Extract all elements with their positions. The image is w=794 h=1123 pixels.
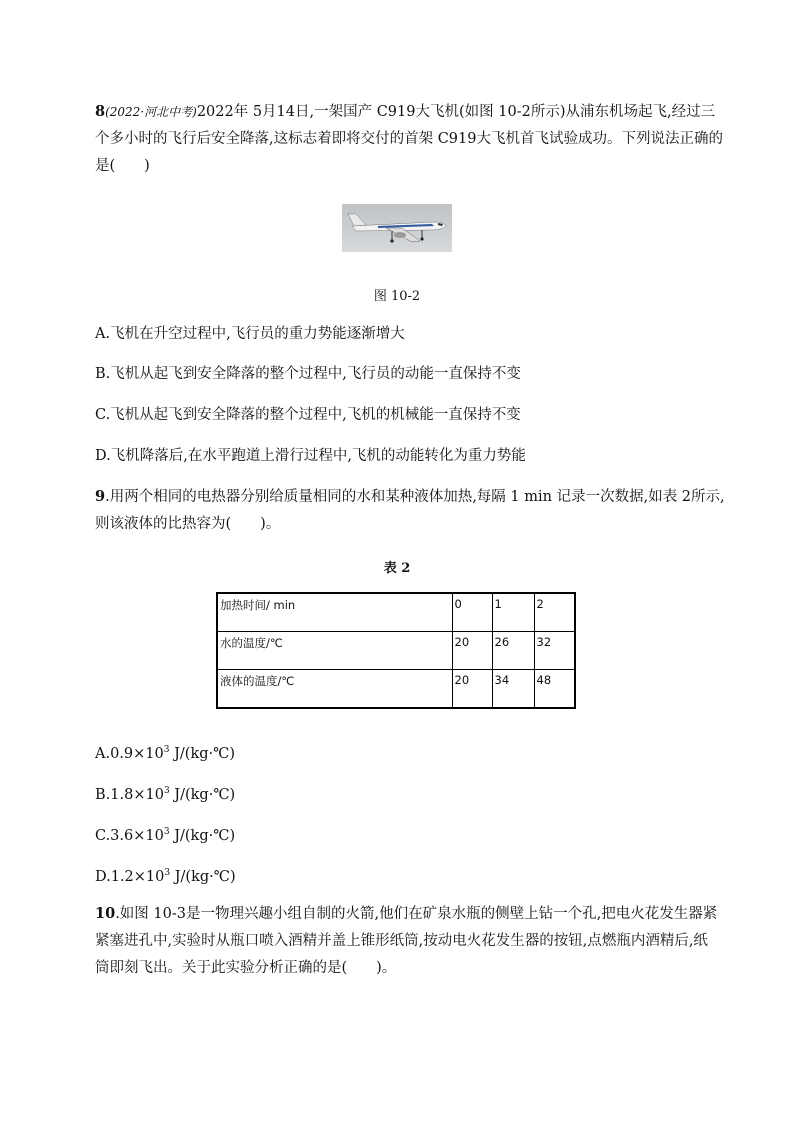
q8-option-d: D.飞机降落后,在水平跑道上滑行过程中,飞机的动能转化为重力势能 (95, 448, 526, 464)
q10-text-3: 筒即刻飞出。关于此实验分析正确的是( )。 (95, 960, 397, 976)
q9-option-a (95, 740, 235, 764)
table-cell: 水的温度/℃ (217, 632, 452, 670)
q8-line-1 (95, 102, 715, 122)
table-cell: 2 (534, 593, 575, 632)
q9-text-2: 则该液体的比热容为( )。 (95, 516, 281, 532)
figure-caption: 图 10-2 (373, 289, 421, 304)
q9-option-c (95, 822, 235, 846)
option-c-value: C.3.6×10 (95, 827, 164, 844)
table-cell: 26 (492, 632, 534, 670)
table-cell: 20 (452, 632, 492, 670)
table-cell: 1 (492, 593, 534, 632)
q8-option-c: C.飞机从起飞到安全降落的整个过程中,飞机的机械能一直保持不变 (95, 407, 521, 423)
q10-line-1 (95, 904, 717, 924)
q8-option-b: B.飞机从起飞到安全降落的整个过程中,飞行员的动能一直保持不变 (95, 366, 521, 382)
q8-number: 8 (95, 103, 106, 120)
q9-line-1 (95, 487, 725, 507)
option-c-unit: J/(kg·℃) (169, 827, 236, 844)
data-table (216, 592, 576, 709)
table-cell: 34 (492, 670, 534, 709)
table-cell: 48 (534, 670, 575, 709)
table-cell: 32 (534, 632, 575, 670)
option-d-unit: J/(kg·℃) (170, 868, 236, 885)
table-title: 表 2 (383, 561, 411, 576)
q9-number: 9 (95, 488, 106, 505)
q9-option-b (95, 781, 235, 805)
q9-option-d (95, 863, 236, 887)
option-a-unit: J/(kg·℃) (169, 745, 236, 762)
table-cell: 0 (452, 593, 492, 632)
exponent: 3 (163, 827, 170, 837)
c919-airplane-photo (342, 204, 452, 252)
q9-text-1: .用两个相同的电热器分别给质量相同的水和某种液体加热,每隔 1 min 记录一次数据,如表 2所示, (105, 489, 725, 505)
option-b-value: B.1.8×10 (95, 786, 164, 803)
q8-text-1: 2022年 5月14日,一架国产 C919大飞机(如图 10-2所示)从浦东机场起飞,经过三 (196, 104, 716, 120)
exponent: 3 (164, 868, 171, 878)
table-row (217, 593, 575, 632)
q10-text-2: 紧塞进孔中,实验时从瓶口喷入酒精并盖上锥形纸筒,按动电火花发生器的按钮,点燃瓶内酒精后,纸 (95, 933, 708, 949)
option-a-value: A.0.9×10 (95, 745, 164, 762)
q8-text-3: 是( ) (95, 158, 150, 174)
table-cell: 加热时间/ min (217, 593, 452, 632)
exponent: 3 (163, 786, 170, 796)
table-cell: 液体的温度/℃ (217, 670, 452, 709)
table-row (217, 670, 575, 709)
exponent: 3 (163, 745, 170, 755)
option-d-value: D.1.2×10 (95, 868, 165, 885)
q8-source: (2022·河北中考) (105, 105, 197, 119)
table-cell: 20 (452, 670, 492, 709)
option-b-unit: J/(kg·℃) (169, 786, 236, 803)
q8-option-a: A.飞机在升空过程中,飞行员的重力势能逐渐增大 (95, 326, 405, 342)
table-row (217, 632, 575, 670)
q10-text-1: .如图 10-3是一物理兴趣小组自制的火箭,他们在矿泉水瓶的侧壁上钻一个孔,把电火花发生器紧 (115, 906, 718, 922)
q8-text-2: 个多小时的飞行后安全降落,这标志着即将交付的首架 C919大飞机首飞试验成功。下列说法正确的 (95, 131, 723, 147)
q10-number: 10 (95, 905, 116, 922)
